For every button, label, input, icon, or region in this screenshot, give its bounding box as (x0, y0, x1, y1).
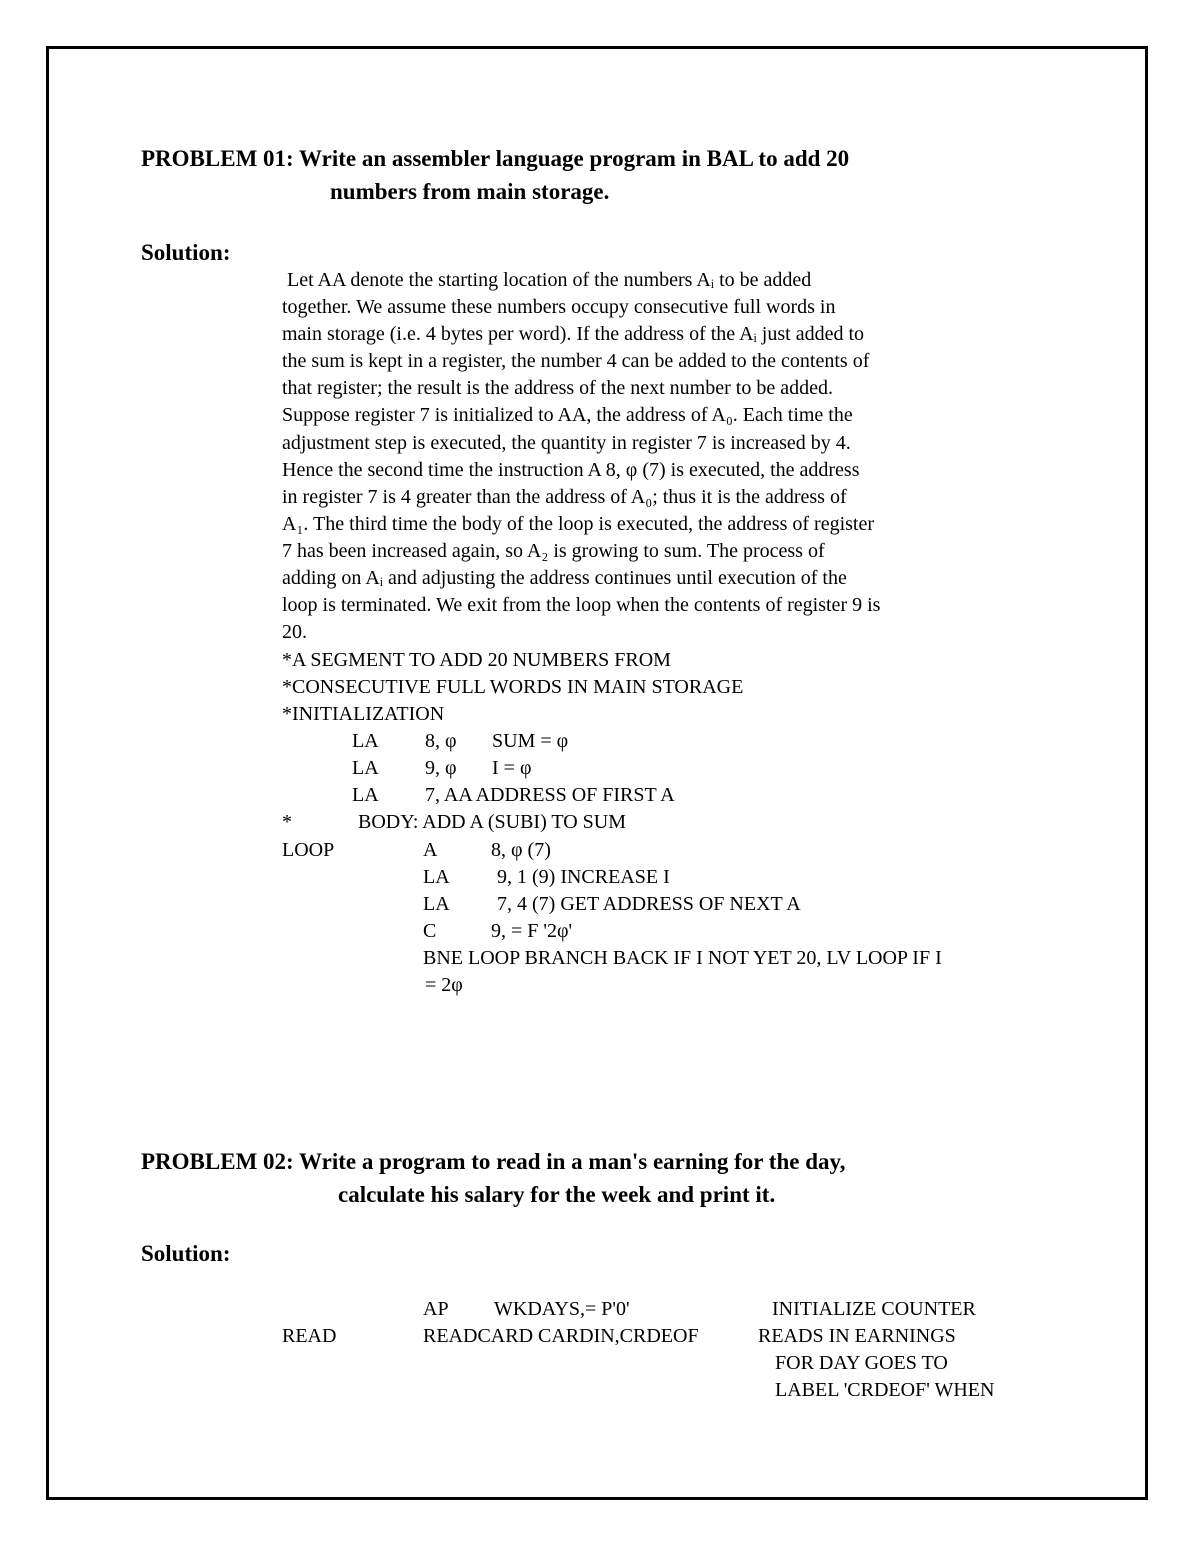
code-op: LA (352, 730, 379, 752)
problem-02-solution-label: Solution: (141, 1241, 231, 1266)
paragraph-line: 20. (282, 621, 307, 644)
code-operands: WKDAYS,= P'0' (494, 1298, 630, 1320)
code-op: LA (423, 893, 450, 915)
code-comment: *INITIALIZATION (282, 703, 445, 725)
code-comment: *CONSECUTIVE FULL WORDS IN MAIN STORAGE (282, 676, 744, 698)
code-op: C (423, 920, 437, 942)
paragraph-line: main storage (i.e. 4 bytes per word). If the address of the Aᵢ just added to (282, 323, 865, 346)
paragraph-line: A₁. The third time the body of the loop is executed, the address of register (282, 512, 875, 535)
code-operands: 7, AA ADDRESS OF FIRST A (425, 784, 675, 806)
code-operands: 8, φ (425, 730, 457, 752)
code-comment: I = φ (492, 757, 532, 779)
paragraph-line: the sum is kept in a register, the number 4 can be added to the contents of (282, 350, 870, 373)
paragraph-line: 7 has been increased again, so A₂ is growing to sum. The process of (282, 539, 825, 562)
problem-02-title-line2: calculate his salary for the week and print it. (338, 1182, 776, 1207)
paragraph-line: loop is terminated. We exit from the loop when the contents of register 9 is (282, 594, 881, 617)
code-op: LA (352, 757, 379, 779)
code-label: READ (282, 1325, 337, 1347)
paragraph-line: Suppose register 7 is initialized to AA, the address of A₀. Each time the (282, 404, 853, 427)
paragraph-line: that register; the result is the address of the next number to be added. (282, 377, 833, 400)
problem-01-title-line1: PROBLEM 01: Write an assembler language program in BAL to add 20 (141, 146, 850, 171)
problem-01-solution-label: Solution: (141, 240, 231, 265)
paragraph-line: Let AA denote the starting location of the numbers Aᵢ to be added (287, 269, 812, 291)
code-comment: FOR DAY GOES TO (775, 1352, 948, 1374)
paragraph-line: Hence the second time the instruction A 8, φ (7) is executed, the address (282, 458, 860, 481)
code-comment: SUM = φ (492, 730, 569, 752)
paragraph-line: adding on Aᵢ and adjusting the address continues until execution of the (282, 567, 847, 590)
code-op: READCARD CARDIN,CRDEOF (423, 1325, 699, 1347)
code-op: LA (423, 866, 450, 888)
code-comment: *A SEGMENT TO ADD 20 NUMBERS FROM (282, 649, 671, 671)
code-operands: 7, 4 (7) GET ADDRESS OF NEXT A (497, 893, 801, 915)
problem-01-explanation (282, 267, 880, 646)
code-label: LOOP (282, 839, 335, 861)
paragraph-line: adjustment step is executed, the quantity in register 7 is increased by 4. (282, 431, 851, 454)
code-comment: BODY: ADD A (SUBI) TO SUM (358, 811, 627, 833)
code-operands: 8, φ (7) (491, 839, 551, 861)
code-star: * (282, 811, 292, 833)
code-operands: 9, = F '2φ' (491, 920, 573, 942)
code-branch-line: = 2φ (425, 974, 463, 996)
code-comment: LABEL 'CRDEOF' WHEN (775, 1379, 995, 1401)
paragraph-line: together. We assume these numbers occupy consecutive full words in (282, 296, 836, 319)
code-op: A (423, 839, 438, 861)
code-op: LA (352, 784, 379, 806)
code-comment: READS IN EARNINGS (758, 1325, 956, 1347)
paragraph-line: in register 7 is 4 greater than the address of A₀; thus it is the address of (282, 485, 847, 508)
code-operands: 9, 1 (9) INCREASE I (497, 866, 670, 888)
code-op: AP (423, 1298, 449, 1320)
problem-01-title-line2: numbers from main storage. (330, 179, 610, 204)
code-operands: 9, φ (425, 757, 457, 779)
problem-02-title-line1: PROBLEM 02: Write a program to read in a man's earning for the day, (141, 1149, 846, 1174)
code-comment: INITIALIZE COUNTER (772, 1298, 976, 1320)
code-branch-line: BNE LOOP BRANCH BACK IF I NOT YET 20, LV LOOP IF I (423, 947, 942, 969)
